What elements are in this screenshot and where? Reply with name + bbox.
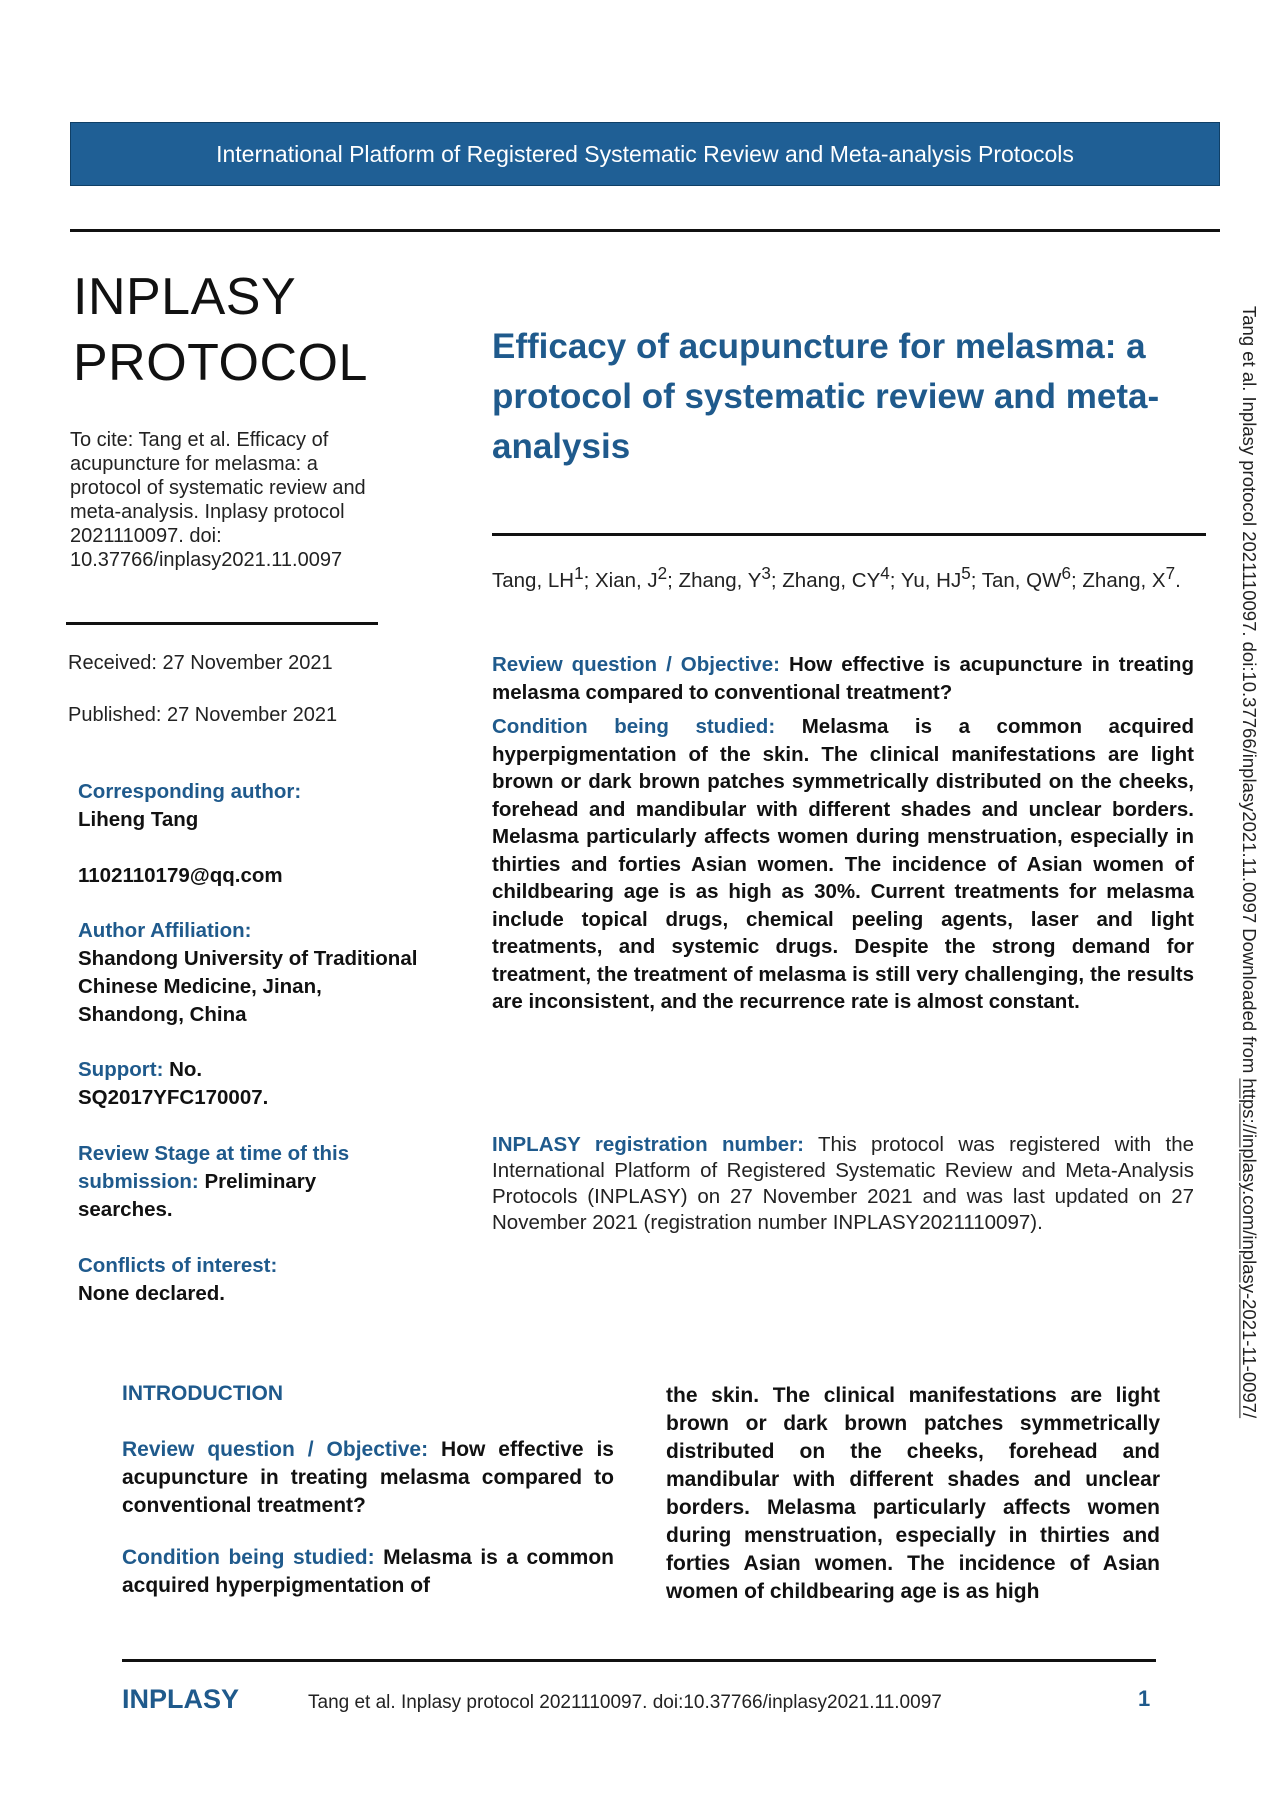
author-affiliation-number: 1	[574, 564, 584, 583]
conflicts-label: Conflicts of interest:	[78, 1254, 278, 1277]
author-separator: ;	[1070, 568, 1083, 592]
intro-right-column	[666, 1382, 1160, 1606]
abstract-condition-label: Condition being studied:	[492, 715, 776, 738]
affiliation-label: Author Affiliation:	[78, 919, 252, 942]
author-affiliation-number: 6	[1061, 564, 1071, 583]
intro-condition	[122, 1544, 614, 1600]
corresponding-author	[78, 778, 428, 834]
author-name: Zhang, X	[1082, 568, 1166, 592]
footer-brand: INPLASY	[122, 1684, 240, 1714]
author-name: Zhang, Y	[678, 568, 762, 592]
author-name: Tang, LH	[492, 568, 575, 592]
author-affiliation-number: 7	[1165, 564, 1176, 583]
stage-label: Review Stage at time of this submission:	[78, 1142, 350, 1193]
download-sidebar	[1235, 306, 1263, 1636]
article-title: Efficacy of acupuncture for melasma: a protocol of systematic review and meta-analysis	[492, 327, 1160, 466]
corresponding-name: Liheng Tang	[78, 808, 199, 831]
registration-text: This protocol was registered with the International Platform of Registered Systematic Review and Meta-Analysis Protocols (INPLASY) on 27 November 2021 and was last updated on 27 November 2021 (registration number INPLASY2021110097).	[492, 1133, 1194, 1234]
sidebar-text: Tang et al. Inplasy protocol 2021110097. doi:10.37766/inplasy2021.11.0097 Downloaded from	[1239, 306, 1260, 1079]
download-link[interactable]: https://inplasy.com/inplasy-2021-11-0097/	[1239, 1078, 1260, 1419]
intro-review-question	[122, 1436, 614, 1520]
stage-text: Preliminary searches.	[78, 1170, 317, 1221]
header-rule	[70, 229, 1220, 232]
left-column-rule	[66, 622, 378, 625]
footer-rule	[122, 1659, 1156, 1662]
abstract-condition	[492, 713, 1194, 1016]
author-affiliation-number: 4	[880, 564, 890, 583]
published-date: Published: 27 November 2021	[68, 704, 338, 726]
abstract-review-question	[492, 651, 1194, 706]
author-affiliation-number: 2	[657, 564, 668, 583]
intro-rq-text: How effective is acupuncture in treating melasma compared to conventional treatment?	[122, 1438, 614, 1517]
page-number: 1	[1138, 1686, 1151, 1711]
received-date: Received: 27 November 2021	[68, 652, 333, 674]
citation-note: To cite: Tang et al. Efficacy of acupuncture for melasma: a protocol of systematic review and meta-analysis. Inplasy protocol 2021110097. doi: 10.37766/inplasy2021.11.0097	[70, 429, 366, 571]
intro-left-column	[122, 1436, 614, 1624]
support-label: Support:	[78, 1058, 164, 1081]
corresponding-label: Corresponding author:	[78, 780, 302, 803]
intro-condition-label: Condition being studied:	[122, 1546, 375, 1569]
intro-right-text: the skin. The clinical manifestations are light brown or dark brown patches symmetrically distributed on the cheeks, forehead and mandibular with different shades and unclear borders. Melasma particularly affects women during menstruation, especially in thirties and forties Asian women. The incidence of Asian women of childbearing age is as high	[666, 1384, 1160, 1603]
author-separator: ;	[889, 568, 901, 592]
author-name: Yu, HJ	[900, 568, 962, 592]
author-name: Tan, QW	[981, 568, 1062, 592]
author-affiliation	[78, 917, 423, 1029]
abstract-rq-text: How effective is acupuncture in treating melasma compared to conventional treatment?	[492, 653, 1194, 704]
protocol-label-line2: PROTOCOL	[73, 334, 368, 392]
registration-label: INPLASY registration number:	[492, 1133, 804, 1156]
support-text: No. SQ2017YFC170007.	[78, 1058, 269, 1109]
intro-condition-text: Melasma is a common acquired hyperpigmentation of	[122, 1546, 614, 1597]
author-separator: ;	[970, 568, 982, 592]
author-list	[492, 560, 1194, 594]
intro-rq-label: Review question / Objective:	[122, 1438, 429, 1461]
author-separator: ;	[583, 568, 595, 592]
support-info	[78, 1056, 328, 1112]
title-rule	[492, 533, 1206, 536]
affiliation-text: Shandong University of Traditional Chinese Medicine, Jinan, Shandong, China	[78, 947, 418, 1026]
author-separator: ;	[667, 568, 679, 592]
abstract-rq-label: Review question / Objective:	[492, 653, 780, 676]
author-list-end: .	[1175, 568, 1181, 592]
review-stage	[78, 1140, 408, 1224]
abstract-condition-text: Melasma is a common acquired hyperpigmentation of the skin. The clinical manifestations are light brown or dark brown patches symmetrically distributed on the cheeks, forehead and mandibular with different shades and unclear borders. Melasma particularly affects women during menstruation, especially in thirties and forties Asian women. The incidence of Asian women of childbearing age is as high as 30%. Current treatments for melasma include topical drugs, chemical peeling agents, laser and light treatments, and systemic drugs. Despite the strong demand for treatment, the treatment of melasma is still very challenging, the results are inconsistent, and the recurrence rate is almost constant.	[492, 715, 1194, 1013]
author-affiliation-number: 5	[961, 564, 971, 583]
protocol-label	[73, 264, 368, 396]
conflicts-of-interest	[78, 1252, 428, 1308]
author-separator: ;	[770, 568, 783, 592]
footer-citation: Tang et al. Inplasy protocol 2021110097. doi:10.37766/inplasy2021.11.0097	[308, 1692, 942, 1713]
header-banner: International Platform of Registered Systematic Review and Meta-analysis Protocols	[70, 122, 1220, 186]
author-affiliation-number: 3	[761, 564, 771, 583]
author-name: Xian, J	[594, 568, 658, 592]
abstract-registration	[492, 1132, 1194, 1236]
author-email	[78, 862, 428, 890]
conflicts-text: None declared.	[78, 1282, 225, 1305]
introduction-heading: INTRODUCTION	[122, 1382, 283, 1405]
author-name: Zhang, CY	[782, 568, 881, 592]
email-text: 1102110179@qq.com	[78, 864, 283, 887]
protocol-label-line1: INPLASY	[73, 268, 297, 326]
